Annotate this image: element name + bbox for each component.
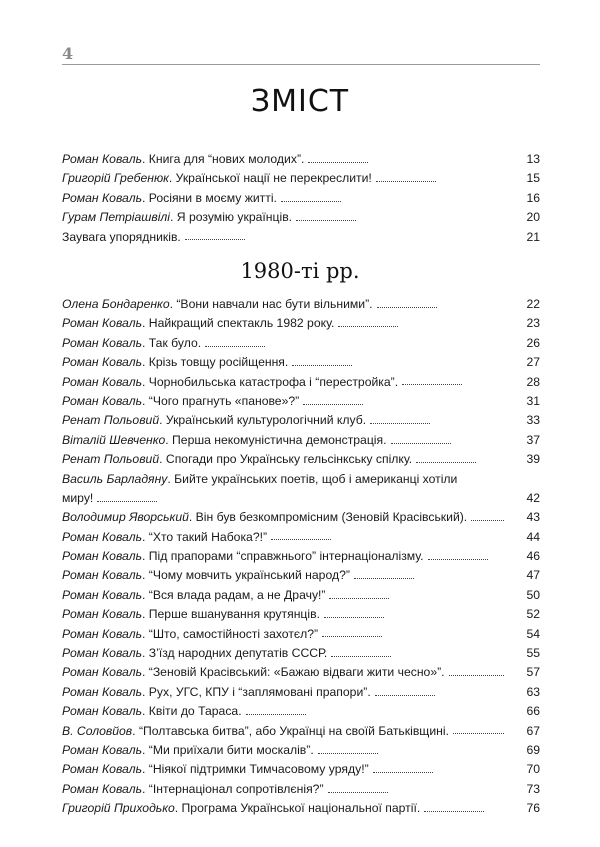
toc-entry-author: Олена Бондаренко bbox=[62, 297, 170, 311]
toc-entry-page: 66 bbox=[526, 704, 540, 719]
dot-leader bbox=[271, 538, 331, 540]
toc-entry-text: Роман Коваль. Так було. bbox=[62, 334, 265, 353]
dot-leader bbox=[338, 325, 398, 327]
toc-entry-author: Роман Коваль bbox=[62, 568, 142, 583]
toc-entry bbox=[62, 392, 540, 411]
toc-entry-text bbox=[62, 228, 245, 247]
dot-leader bbox=[97, 500, 157, 502]
toc-entry-text: Роман Коваль. “Ніякої підтримки Тимчасовому уряду!” bbox=[62, 760, 433, 779]
toc-entry-author: Роман Коваль bbox=[62, 549, 142, 564]
toc-entry-page: 33 bbox=[526, 413, 540, 428]
toc-entry-title: Український культурологічний клуб. bbox=[165, 413, 367, 428]
toc-entry-title: Так було. bbox=[148, 335, 202, 350]
toc-entry-text: Роман Коваль. Книга для “нових молодих”. bbox=[62, 150, 368, 169]
toc-entry bbox=[62, 799, 540, 818]
toc-entry-text: В. Соловйов. “Полтавська битва”, або Українці на своїй Батьківщині. bbox=[62, 722, 504, 741]
toc-section-list bbox=[62, 295, 540, 819]
toc-entry-text: Ренат Польовий. Спогади про Українську гельсінкську спілку. bbox=[62, 450, 476, 469]
dot-leader bbox=[424, 810, 484, 812]
dot-leader bbox=[471, 519, 504, 521]
toc-entry bbox=[62, 566, 540, 585]
toc-entry-page: 63 bbox=[526, 684, 540, 699]
toc-entry-page: 13 bbox=[526, 152, 540, 166]
toc-entry bbox=[62, 228, 540, 247]
toc-entry-title: Програма Української національної партії. bbox=[181, 801, 421, 816]
dot-leader bbox=[328, 791, 388, 793]
toc-entry-page: 31 bbox=[526, 393, 540, 408]
toc-entry-title: Книга для “нових молодих”. bbox=[148, 152, 305, 166]
dot-leader bbox=[377, 306, 437, 308]
toc-entry-text: Роман Коваль. З’їзд народних депутатів СССР. bbox=[62, 644, 391, 663]
dot-leader bbox=[376, 180, 436, 182]
toc-entry-author: Роман Коваль bbox=[62, 743, 142, 757]
toc-entry-page: 23 bbox=[526, 316, 540, 331]
dot-leader bbox=[322, 635, 382, 637]
toc-entry-title: Української нації не перекреслити! bbox=[175, 171, 372, 186]
toc-entry bbox=[62, 169, 540, 188]
toc-entry-page: 57 bbox=[526, 665, 540, 680]
toc-entry bbox=[62, 528, 540, 547]
toc-entry bbox=[62, 508, 540, 527]
toc-entry-author: Віталій Шевченко bbox=[62, 432, 166, 447]
toc-entry-title: “Полтавська битва”, або Українці на своїй Батьківщині. bbox=[138, 723, 449, 738]
dot-leader bbox=[428, 558, 488, 560]
toc-entry-title: Рух, УГС, КПУ і “заплямовані прапори”. bbox=[148, 684, 371, 699]
toc-entry bbox=[62, 663, 540, 682]
toc-entry-page: 28 bbox=[526, 374, 540, 389]
toc-entry bbox=[62, 625, 540, 644]
toc-entry-author: Ренат Польовий bbox=[62, 452, 160, 467]
toc-entry bbox=[62, 702, 540, 721]
toc-entry bbox=[62, 741, 540, 760]
toc-entry bbox=[62, 334, 540, 353]
toc-entry-title: Я розумію українців. bbox=[176, 210, 293, 225]
toc-entry-author: Роман Коваль bbox=[62, 374, 142, 389]
toc-entry bbox=[62, 605, 540, 624]
toc-entry-author: Роман Коваль bbox=[62, 316, 142, 331]
toc-entry-text: Роман Коваль. Під прапорами “справжнього” інтернаціоналізму. bbox=[62, 547, 488, 566]
toc-entry bbox=[62, 722, 540, 741]
dot-leader bbox=[391, 442, 451, 444]
toc-entry-text: Роман Коваль. Найкращий спектакль 1982 року. bbox=[62, 314, 398, 333]
toc-entry-text: Роман Коваль. “Ми приїхали бити москалів”. bbox=[62, 741, 378, 760]
toc-entry-author: Гурам Петріашвілі bbox=[62, 210, 171, 225]
dot-leader bbox=[296, 219, 356, 221]
toc-entry-title: З’їзд народних депутатів СССР. bbox=[148, 646, 328, 661]
toc-entry bbox=[62, 431, 540, 450]
toc-entry-page: 52 bbox=[526, 607, 540, 622]
toc-entry-page: 20 bbox=[526, 210, 540, 225]
toc-entry-page: 76 bbox=[526, 801, 540, 816]
dot-leader bbox=[308, 161, 368, 163]
toc-entry-title: Росіяни в моєму житті. bbox=[148, 190, 277, 205]
toc-entry-title: “Чому мовчить український народ?” bbox=[148, 568, 350, 583]
toc-entry-title: Найкращий спектакль 1982 року. bbox=[148, 316, 335, 331]
toc-entry-author: Володимир Яворський bbox=[62, 510, 189, 525]
toc-intro-list bbox=[62, 150, 540, 247]
toc-entry-text: Роман Коваль. “Зеновій Красівський: «Бажаю відваги жити чесно»”. bbox=[62, 663, 504, 682]
section-title: 1980-ті рр. bbox=[240, 259, 360, 283]
toc-entry-text: Роман Коваль. Чорнобильська катастрофа і “перестройка”. bbox=[62, 373, 462, 392]
toc-entry-page: 50 bbox=[526, 587, 540, 602]
toc-entry-page: 21 bbox=[526, 229, 540, 244]
header-rule bbox=[62, 64, 540, 65]
dot-leader bbox=[402, 383, 462, 385]
toc-entry-title: Бийте українських поетів, щоб і американці хотіли bbox=[174, 471, 458, 486]
dot-leader bbox=[375, 694, 435, 696]
toc-entry-page: 15 bbox=[526, 171, 540, 186]
toc-entry-title: “Хто такий Набока?!” bbox=[148, 529, 268, 544]
toc-entry-page: 55 bbox=[526, 646, 540, 661]
toc-entry bbox=[62, 470, 540, 509]
toc-entry-text: Роман Коваль. Перше вшанування крутянців. bbox=[62, 605, 384, 624]
toc-entry-title: Перша некомуністична демонстрація. bbox=[172, 432, 387, 447]
toc-entry-text: Василь Барладяну. Бийте українських поетів, щоб і американці хотіли миру! bbox=[62, 471, 458, 505]
toc-entry-title: Він був безкомпромісним (Зеновій Красівський). bbox=[195, 510, 468, 525]
dot-leader bbox=[185, 238, 245, 240]
toc-entry-author: Роман Коваль bbox=[62, 152, 142, 166]
dot-leader bbox=[246, 713, 306, 715]
dot-leader bbox=[370, 422, 430, 424]
dot-leader bbox=[318, 752, 378, 754]
toc-entry-title: “Вся влада радам, а не Драчу!” bbox=[148, 587, 326, 602]
toc-entry-title: “Што, самостійності захотєл?” bbox=[148, 626, 319, 641]
toc-entry-page: 43 bbox=[526, 510, 540, 525]
toc-entry-author: Роман Коваль bbox=[62, 626, 142, 641]
toc-entry-author: Василь Барладяну bbox=[62, 471, 168, 486]
toc-entry-title: Крізь товщу російщення. bbox=[148, 355, 289, 370]
toc-entry-author: Роман Коваль bbox=[62, 704, 142, 719]
toc-entry-author: Роман Коваль bbox=[62, 684, 142, 699]
toc-entry-page: 16 bbox=[526, 190, 540, 205]
toc-entry-author: Григорій Гребенюк bbox=[62, 171, 169, 186]
toc-entry-text: Роман Коваль. “Чого прагнуть «панове»?” bbox=[62, 392, 363, 411]
toc-entry bbox=[62, 373, 540, 392]
toc-entry-page: 22 bbox=[526, 297, 540, 311]
toc-entry-author: В. Соловйов bbox=[62, 723, 133, 738]
toc-entry bbox=[62, 208, 540, 227]
toc-entry-text: Володимир Яворський. Він був безкомпромісним (Зеновій Красівський). bbox=[62, 508, 504, 527]
toc-entry bbox=[62, 683, 540, 702]
toc-entry-author: Роман Коваль bbox=[62, 762, 142, 777]
toc-entry bbox=[62, 450, 540, 469]
dot-leader bbox=[449, 674, 504, 676]
toc-entry-text: Гурам Петріашвілі. Я розумію українців. bbox=[62, 208, 356, 227]
dot-leader bbox=[329, 597, 389, 599]
toc-entry-title: “Зеновій Красівський: «Бажаю відваги жити чесно»”. bbox=[148, 665, 445, 680]
toc-entry-author: Роман Коваль bbox=[62, 393, 142, 408]
toc-entry-title: “Вони навчали нас бути вільними”. bbox=[176, 297, 373, 311]
toc-entry-text: Роман Коваль. Рух, УГС, КПУ і “заплямовані прапори”. bbox=[62, 683, 435, 702]
toc-entry-text: Роман Коваль. Росіяни в моєму житті. bbox=[62, 189, 341, 208]
toc-entry-title: “Ми приїхали бити москалів”. bbox=[148, 743, 314, 757]
toc-entry-page: 42 bbox=[526, 490, 540, 505]
toc-entry bbox=[62, 150, 540, 169]
dot-leader bbox=[303, 403, 363, 405]
toc-entry bbox=[62, 547, 540, 566]
toc-entry bbox=[62, 780, 540, 799]
toc-entry-text: Ренат Польовий. Український культурологічний клуб. bbox=[62, 411, 430, 430]
toc-entry-page: 67 bbox=[526, 723, 540, 738]
toc-entry-text: Роман Коваль. “Хто такий Набока?!” bbox=[62, 528, 331, 547]
toc-entry-author: Григорій Приходько bbox=[62, 801, 175, 816]
toc-entry bbox=[62, 760, 540, 779]
toc-entry bbox=[62, 411, 540, 430]
dot-leader bbox=[373, 771, 433, 773]
toc-entry-page: 26 bbox=[526, 335, 540, 350]
toc-entry-author: Роман Коваль bbox=[62, 665, 142, 680]
toc-entry-text: Олена Бондаренко. “Вони навчали нас бути вільними”. bbox=[62, 295, 437, 314]
toc-entry-text: Роман Коваль. “Што, самостійності захотєл?” bbox=[62, 625, 382, 644]
toc-entry bbox=[62, 189, 540, 208]
toc-entry-text: Роман Коваль. “Інтернаціонал сопротівлєнія?” bbox=[62, 780, 388, 799]
toc-entry-author: Роман Коваль bbox=[62, 607, 142, 622]
dot-leader bbox=[324, 616, 384, 618]
toc-entry-text: Роман Коваль. Крізь товщу російщення. bbox=[62, 353, 352, 372]
toc-entry-title-tail: миру! bbox=[62, 490, 94, 505]
toc-entry bbox=[62, 586, 540, 605]
dot-leader bbox=[354, 577, 414, 579]
toc-entry bbox=[62, 314, 540, 333]
dot-leader bbox=[292, 364, 352, 366]
toc-entry-text: Віталій Шевченко. Перша некомуністична демонстрація. bbox=[62, 431, 451, 450]
toc-entry-title: “Інтернаціонал сопротівлєнія?” bbox=[148, 781, 324, 796]
toc-entry-title: Спогади про Українську гельсінкську спілку. bbox=[165, 452, 413, 467]
toc-entry-author: Роман Коваль bbox=[62, 587, 142, 602]
page-number: 4 bbox=[62, 44, 74, 63]
toc-entry-text: Григорій Гребенюк. Української нації не перекреслити! bbox=[62, 169, 436, 188]
toc-entry-text: Григорій Приходько. Програма Української національної партії. bbox=[62, 799, 484, 818]
dot-leader bbox=[331, 655, 391, 657]
dot-leader bbox=[416, 461, 476, 463]
toc-entry-author: Роман Коваль bbox=[62, 646, 142, 661]
toc-entry-author: Роман Коваль bbox=[62, 355, 142, 370]
toc-entry-title: Чорнобильська катастрофа і “перестройка”. bbox=[148, 374, 399, 389]
toc-entry bbox=[62, 353, 540, 372]
toc-entry-text: Роман Коваль. Квіти до Тараса. bbox=[62, 702, 306, 721]
dot-leader bbox=[281, 200, 341, 202]
toc-entry-page: 39 bbox=[526, 452, 540, 467]
dot-leader bbox=[205, 345, 265, 347]
toc-entry-text: Роман Коваль. “Чому мовчить український народ?” bbox=[62, 566, 414, 585]
toc-entry-page: 69 bbox=[526, 743, 540, 757]
toc-entry-author: Ренат Польовий bbox=[62, 413, 160, 428]
toc-entry-author: Роман Коваль bbox=[62, 190, 142, 205]
toc-entry-text: Роман Коваль. “Вся влада радам, а не Драчу!” bbox=[62, 586, 389, 605]
toc-entry-title: “Чого прагнуть «панове»?” bbox=[148, 393, 300, 408]
toc-entry-page: 47 bbox=[526, 568, 540, 583]
toc-entry-page: 73 bbox=[526, 781, 540, 796]
toc-entry-author: Роман Коваль bbox=[62, 781, 142, 796]
toc-entry-author: Роман Коваль bbox=[62, 335, 142, 350]
toc-entry-title: “Ніякої підтримки Тимчасовому уряду!” bbox=[148, 762, 369, 777]
toc-entry-page: 37 bbox=[526, 432, 540, 447]
toc-entry-title: Заувага упорядників. bbox=[62, 229, 181, 244]
toc-entry-title: Квіти до Тараса. bbox=[148, 704, 242, 719]
toc-entry-title: Під прапорами “справжнього” інтернаціоналізму. bbox=[148, 549, 424, 564]
toc-entry-page: 54 bbox=[526, 626, 540, 641]
toc-entry-page: 70 bbox=[526, 762, 540, 777]
toc-entry bbox=[62, 644, 540, 663]
page-title: ЗМІСТ bbox=[250, 84, 350, 119]
toc-entry-author: Роман Коваль bbox=[62, 529, 142, 544]
toc-entry-title: Перше вшанування крутянців. bbox=[148, 607, 320, 622]
toc-entry-page: 27 bbox=[526, 355, 540, 370]
toc-entry bbox=[62, 295, 540, 314]
dot-leader bbox=[453, 732, 504, 734]
toc-entry-page: 44 bbox=[526, 529, 540, 544]
toc-entry-page: 46 bbox=[526, 549, 540, 564]
